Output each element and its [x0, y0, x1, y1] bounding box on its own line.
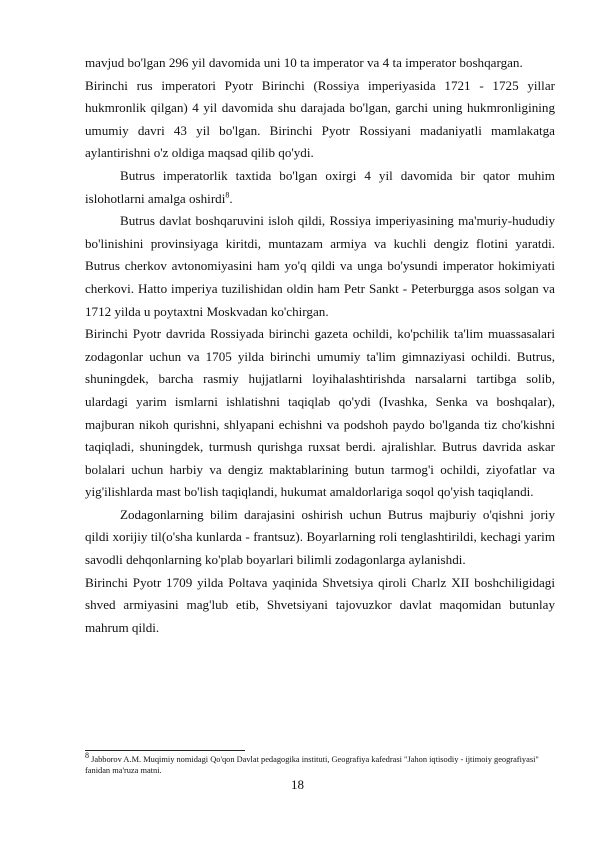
footnote-marker: 8	[85, 751, 89, 761]
paragraph-3-text: Butrus imperatorlik taxtida bo'lgan oxirgi 4 yil davomida bir qator muhim islohotlarni amalga oshirdi	[85, 167, 555, 206]
paragraph-1: mavjud bo'lgan 296 yil davomida uni 10 ta imperator va 4 ta imperator boshqargan.	[85, 55, 523, 70]
paragraph-2: Birinchi rus imperatori Pyotr Birinchi (Rossiya imperiyasida 1721 - 1725 yillar hukmronlik qilgan) 4 yil davomida shu darajada bo'lgan, garchi uning hukmronligining umumiy davri 43 yil bo'lgan. Birinchi Pyotr Rossiyani madaniyatli mamlakatga aylantirishni o'z oldiga maqsad qilib qo'ydi.	[85, 77, 555, 161]
footnote-divider	[85, 750, 245, 751]
paragraph-3	[85, 165, 555, 210]
paragraph-5: Birinchi Pyotr davrida Rossiyada birinchi gazeta ochildi, ko'pchilik ta'lim muassasalari zodagonlar uchun va 1705 yilda birinchi umumiy ta'lim gimnaziyasi ochildi. Butrus, shuningdek, barcha rasmiy hujjatlarni loyihalashtirishda narsalarni tartibga solib, ulardagi yarim ismlarni ishlatishni taqiqlab qo'ydi (Ivashka, Senka va boshqalar), majburan nikoh qurishni, shlyapani echishni va podshoh paydo bo'lganda tiz cho'kishni taqiqladi, shuningdek, turmush qurishga ruxsat berdi. ajralishlar. Butrus davrida askar bolalari uchun harbiy va dengiz maktablarining butun tarmog'i ochildi, ziyofatlar va yig'ilishlarda mast bo'lish taqiqlandi, hukumat amaldorlariga soqol qo'yish taqiqlandi.	[85, 326, 555, 500]
footnote	[85, 751, 555, 776]
paragraph-3-end: .	[229, 190, 233, 206]
paragraph-7: Birinchi Pyotr 1709 yilda Poltava yaqinida Shvetsiya qiroli Charlz XII boshchiligidagi shved armiyasini mag'lub etib, Shvetsiyani tajovuzkor davlat maqomidan butunlay mahrum qildi.	[85, 574, 555, 635]
paragraph-4: Butrus davlat boshqaruvini isloh qildi, Rossiya imperiyasining ma'muriy-hududiy bo'linishini provinsiyaga kiritdi, muntazam armiya va kuchli dengiz flotini yaratdi. Butrus cherkov avtonomiyasini ham yo'q qildi va unga bo'ysundi imperator hokimiyati cherkovi. Hatto imperiya tuzilishidan oldin ham Petr Sankt - Peterburgga asos solgan va 1712 yilda u poytaxtni Moskvadan ko'chirgan.	[85, 213, 555, 319]
document-body	[85, 52, 555, 639]
footnote-reference[interactable]: 8	[225, 190, 230, 200]
page-number: 18	[291, 777, 304, 792]
paragraph-6: Zodagonlarning bilim darajasini oshirish uchun Butrus majburiy o'qishni joriy qildi xorijiy til(o'sha kunlarda - frantsuz). Boyarlarning roli tenglashtirildi, kechagi yarim savodli dehqonlarning ko'plab boyarlari bilimli zodagonlarga aylanishdi.	[85, 506, 555, 568]
footnote-text: Jabborov A.M. Muqimiy nomidagi Qo'qon Davlat pedagogika instituti, Geografiya kafedrasi "Jahon iqtisodiy - ijtimoiy geografiyasi" fanidan ma'ruza matni.	[85, 755, 539, 775]
